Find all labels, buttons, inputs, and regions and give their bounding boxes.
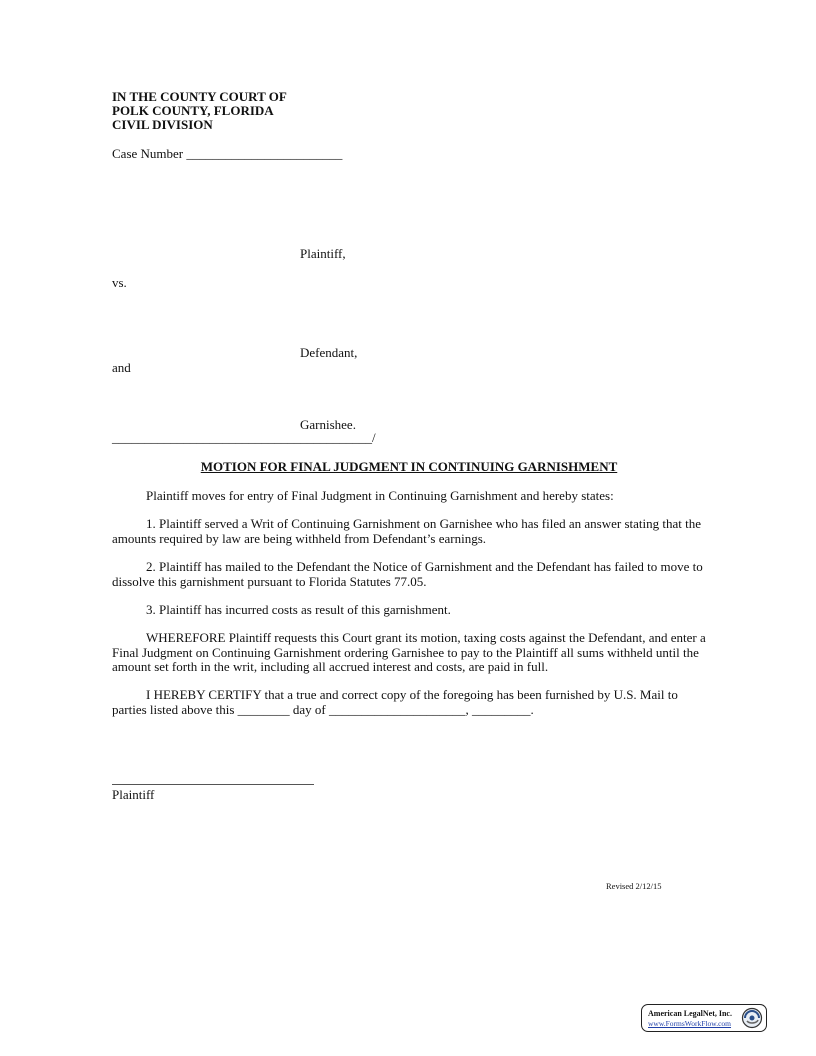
versus-label: vs.	[112, 275, 127, 290]
and-label: and	[112, 360, 131, 375]
certificate-text: I HEREBY CERTIFY that a true and correct copy of the foregoing has been furnished by U.S. Mail to parties listed above this ________ day of _____________________, _________.	[112, 687, 678, 717]
motion-title: MOTION FOR FINAL JUDGMENT IN CONTINUING GARNISHMENT	[200, 459, 618, 474]
garnishee-party-label: Garnishee.	[300, 417, 356, 432]
case-number-field: Case Number ________________________	[112, 146, 343, 161]
motion-item-2-text: 2. Plaintiff has mailed to the Defendant the Notice of Garnishment and the Defendant has failed to move to dissolve this garnishment pursuant to Florida Statutes 77.05.	[112, 559, 703, 589]
court-name-line-3: CIVIL DIVISION	[112, 117, 213, 132]
wherefore-paragraph	[112, 631, 712, 675]
court-name-line-1: IN THE COUNTY COURT OF	[112, 89, 287, 104]
motion-item-3-text: 3. Plaintiff has incurred costs as result of this garnishment.	[146, 602, 451, 617]
badge-url-link[interactable]: www.FormsWorkFlow.com	[648, 1019, 732, 1028]
globe-logo-icon	[741, 1007, 763, 1029]
revised-date: Revised 2/12/15	[606, 881, 662, 891]
court-name-line-2: POLK COUNTY, FLORIDA	[112, 103, 274, 118]
motion-item-3	[112, 603, 712, 618]
motion-intro-text: Plaintiff moves for entry of Final Judgment in Continuing Garnishment and hereby states:	[146, 488, 614, 503]
signature-line	[112, 784, 314, 785]
badge-company-name: American LegalNet, Inc.	[648, 1009, 732, 1018]
certificate-of-service	[112, 688, 712, 717]
motion-item-2	[112, 560, 712, 589]
motion-item-1	[112, 517, 712, 546]
plaintiff-party-label: Plaintiff,	[300, 246, 346, 261]
wherefore-text: WHEREFORE Plaintiff requests this Court grant its motion, taxing costs against the Defendant, and enter a Final Judgment on Continuing Garnishment ordering Garnishee to pay to the Plaintiff all sums withheld until the amount set forth in the writ, including all accrued interest and costs, are paid in full.	[112, 630, 706, 674]
signature-label: Plaintiff	[112, 787, 155, 802]
american-legalnet-badge[interactable]	[641, 1004, 767, 1032]
motion-item-1-text: 1. Plaintiff served a Writ of Continuing Garnishment on Garnishee who has filed an answer stating that the amounts required by law are being withheld from Defendant’s earnings.	[112, 516, 701, 546]
motion-intro-paragraph	[112, 489, 712, 504]
defendant-party-label: Defendant,	[300, 345, 358, 360]
caption-separator-line: ________________________________________/	[112, 430, 376, 445]
